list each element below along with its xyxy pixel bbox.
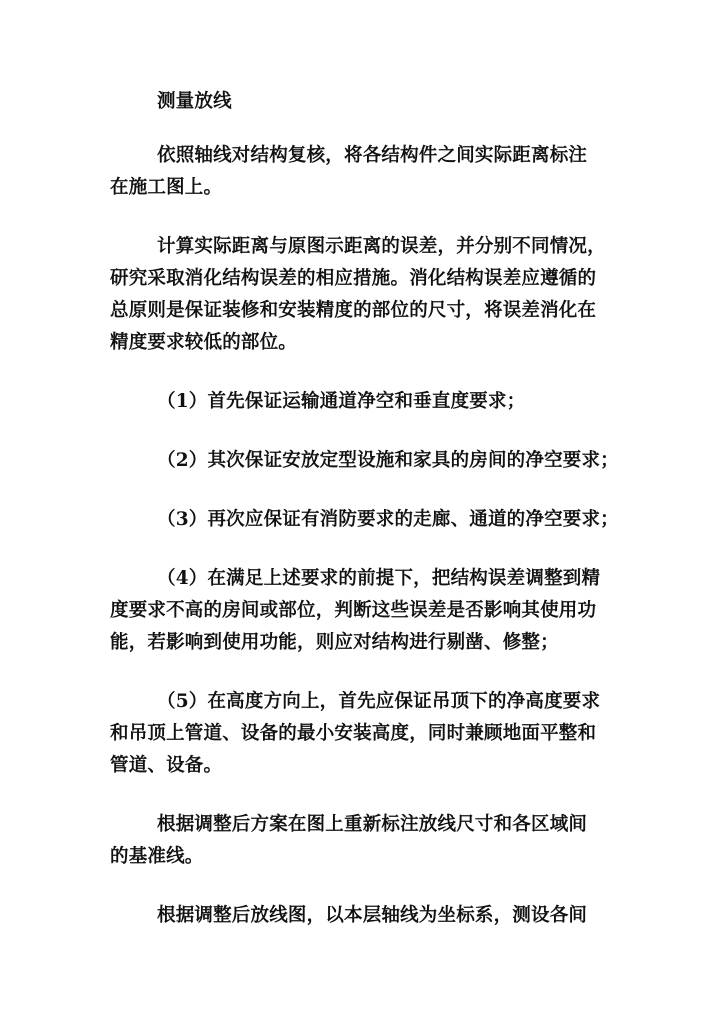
paragraph-line: 能，若影响到使用功能，则应对结构进行剔凿、修整； [110, 632, 559, 653]
paragraph-line: 在施工图上。 [110, 177, 223, 198]
paragraph-line: （4）在满足上述要求的前提下，把结构误差调整到精 [157, 568, 601, 589]
paragraph-line: （5）在高度方向上，首先应保证吊顶下的净高度要求 [157, 691, 601, 712]
paragraph-line: 根据调整后放线图，以本层轴线为坐标系，测设各间 [157, 905, 588, 926]
list-item-2: （2）其次保证安放定型设施和家具的房间的净空要求； [157, 450, 619, 471]
paragraph-line: 的基准线。 [110, 846, 204, 867]
document-body [110, 86, 619, 932]
paragraph-line: 度要求不高的房间或部位，判断这些误差是否影响其使用功 [110, 600, 597, 621]
paragraph-survey [110, 900, 610, 932]
paragraph-line: 总原则是保证装修和安装精度的部位的尺寸，将误差消化在 [110, 300, 597, 321]
list-item-4 [110, 563, 610, 659]
list-item-5 [110, 686, 610, 782]
paragraph-line: 精度要求较低的部位。 [110, 332, 298, 353]
list-item-1: （1）首先保证运输通道净空和垂直度要求； [157, 391, 526, 412]
paragraph-axis-check [110, 140, 610, 204]
section-heading: 测量放线 [157, 91, 232, 112]
paragraph-line: 和吊顶上管道、设备的最小安装高度，同时兼顾地面平整和 [110, 723, 597, 744]
paragraph-error-calculation [110, 231, 610, 359]
paragraph-line: 计算实际距离与原图示距离的误差，并分别不同情况， [157, 236, 606, 257]
list-item-3: （3）再次应保证有消防要求的走廊、通道的净空要求； [157, 509, 619, 530]
paragraph-line: 研究采取消化结构误差的相应措施。消化结构误差应遵循的 [110, 268, 597, 289]
paragraph-remark [110, 809, 610, 873]
paragraph-line: 管道、设备。 [110, 755, 223, 776]
paragraph-line: 依照轴线对结构复核，将各结构件之间实际距离标注 [157, 145, 588, 166]
paragraph-line: 根据调整后方案在图上重新标注放线尺寸和各区域间 [157, 814, 588, 835]
